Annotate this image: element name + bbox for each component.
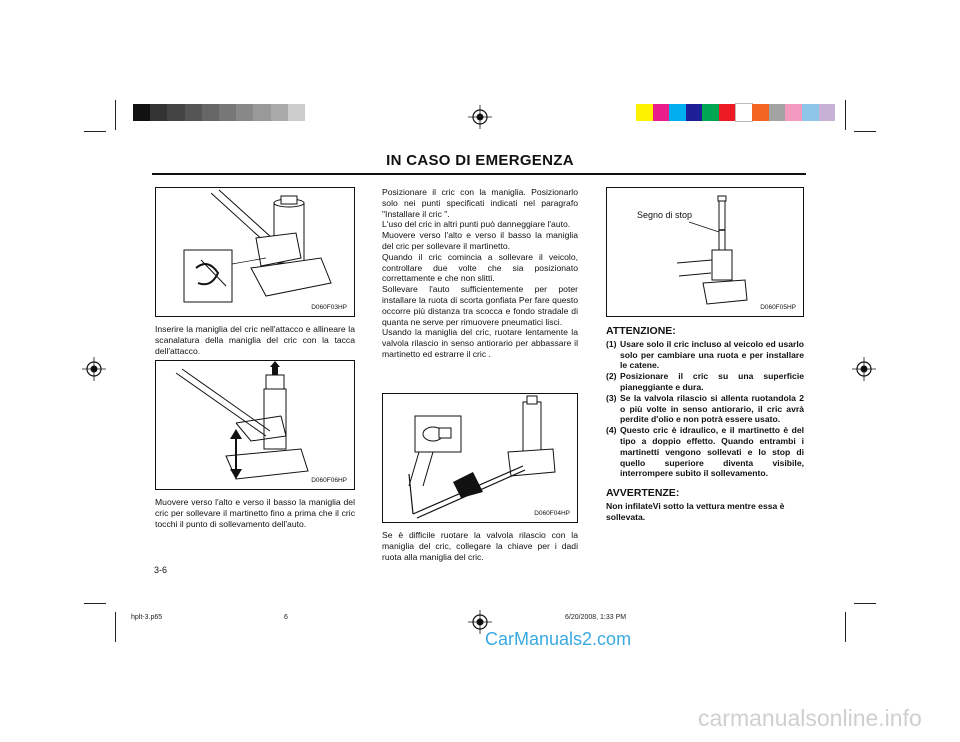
warning-title: AVVERTENZE:: [606, 487, 680, 500]
attention-item: [606, 339, 804, 371]
attention-item-number: (2): [606, 371, 617, 382]
color-swatch: [785, 104, 802, 121]
paragraph-insert-handle: Inserire la maniglia del cric nell'attacco e allineare la scanalatura della maniglia del cric con la tacca dell'attacco.: [155, 324, 355, 356]
title-rule: [152, 173, 806, 175]
color-swatch: [752, 104, 769, 121]
color-swatch: [219, 104, 236, 121]
attention-item-number: (4): [606, 425, 617, 436]
figure-jack-handle-insert: [155, 187, 355, 317]
color-swatch: [167, 104, 184, 121]
attention-item-text: Se la valvola rilascio si allenta ruotandola 2 o più volte in senso antiorario, il cric avrà perdite d'olio e non potrà essere usato.: [620, 392, 804, 425]
color-swatch: [133, 104, 150, 121]
footer-file: hplt-3.p65: [131, 614, 163, 621]
color-swatch: [702, 104, 719, 121]
footer-page: 6: [284, 614, 288, 621]
registration-mark-right: [852, 357, 876, 381]
figure-jack-pumping: [155, 360, 355, 490]
attention-item: [606, 371, 804, 393]
color-swatch: [653, 104, 670, 121]
color-swatch: [719, 104, 736, 121]
attention-item-text: Usare solo il cric incluso al veicolo ed usarlo solo per cambiare una ruota e per installare le catene.: [620, 338, 804, 371]
attention-item: [606, 393, 804, 425]
color-swatch: [288, 104, 305, 121]
figure-code: D060F06HP: [311, 477, 347, 484]
paragraph-position-jack: [382, 187, 578, 360]
paragraph-line: Posizionare il cric con la maniglia. Posizionarlo solo nei punti specificati indicati nel paragrafo "Installare il cric ".: [382, 187, 578, 219]
color-swatch: [236, 104, 253, 121]
attention-item: [606, 425, 804, 479]
color-swatch: [636, 104, 653, 121]
color-swatch: [271, 104, 288, 121]
paragraph-line: Usando la maniglia del cric, ruotare lentamente la valvola rilascio in senso antiorario per abbassare il martinetto ed estrarre il cric .: [382, 327, 578, 359]
brand-watermark: CarManuals2.com: [485, 629, 632, 649]
figure-stop-mark: [606, 187, 804, 317]
site-watermark: carmanualsonline.info: [698, 705, 922, 731]
figure-code: D060F05HP: [760, 304, 796, 311]
paragraph-raise-jack: Muovere verso l'alto e verso il basso la maniglia del cric per sollevare il martinetto fino a prima che il cric tocchi il punto di sollevamento dell'auto.: [155, 497, 355, 529]
attention-list: [606, 339, 804, 479]
figure-code: D060F03HP: [311, 304, 347, 311]
attention-item-text: Posizionare il cric su una superficie pianeggiante e dura.: [620, 371, 804, 392]
footer-date: 6/20/2008, 1:33 PM: [565, 614, 627, 621]
stop-mark-label: Segno di stop: [637, 210, 693, 220]
registration-mark-top: [468, 105, 492, 129]
paragraph-line: Sollevare l'auto sufficientemente per poter installare la ruota di scorta gonfiata Per fare questo occorre più distanza tra scocca e fondo stradale di quanta ne serve per rimuovere pneumatici lisci.: [382, 284, 578, 327]
attention-title: ATTENZIONE:: [606, 325, 676, 337]
registration-mark-left: [82, 357, 106, 381]
page-number: 3-6: [154, 565, 168, 575]
color-swatch: [769, 104, 786, 121]
attention-block: [606, 326, 804, 523]
release-valve-illustration: [383, 394, 576, 521]
figure-release-valve: [382, 393, 578, 523]
page-title: IN CASO DI EMERGENZA: [386, 152, 574, 169]
color-swatch: [202, 104, 219, 121]
stop-mark-illustration: [607, 188, 802, 315]
color-swatch: [819, 104, 836, 121]
jack-handle-illustration: [156, 188, 353, 315]
jack-pumping-illustration: [156, 361, 353, 488]
paragraph-line: L'uso del cric in altri punti può danneggiare l'auto.: [382, 219, 571, 230]
paragraph-wrench: Se è difficile ruotare la valvola rilascio con la maniglia del cric, collegare la chiave per i dadi ruota alla maniglia del cric.: [382, 530, 578, 562]
figure-code: D060F04HP: [534, 510, 570, 517]
attention-item-text: Questo cric è idraulico, e il martinetto è del tipo a doppio effetto. Quando entrambi i martinetti vengono sollevati e lo stop di quello superiore diventa visibile, interrompere subito il sollevamento.: [620, 425, 804, 479]
warning-text: Non infilateVi sotto la vettura mentre essa è sollevata.: [606, 500, 785, 522]
color-swatch: [253, 104, 270, 121]
paragraph-line: Quando il cric comincia a sollevare il veicolo, controllare due volte che sia posizionato correttamente e che non slitti.: [382, 251, 578, 284]
color-swatch: [150, 104, 167, 121]
color-swatch: [736, 104, 753, 121]
color-swatch: [686, 104, 703, 121]
color-swatch: [669, 104, 686, 121]
paragraph-line: Muovere verso l'alto e verso il basso la maniglia del cric per sollevare il martinetto.: [382, 230, 578, 251]
attention-item-number: (3): [606, 392, 617, 403]
attention-item-number: (1): [606, 338, 617, 349]
color-swatch: [802, 104, 819, 121]
color-swatch: [185, 104, 202, 121]
